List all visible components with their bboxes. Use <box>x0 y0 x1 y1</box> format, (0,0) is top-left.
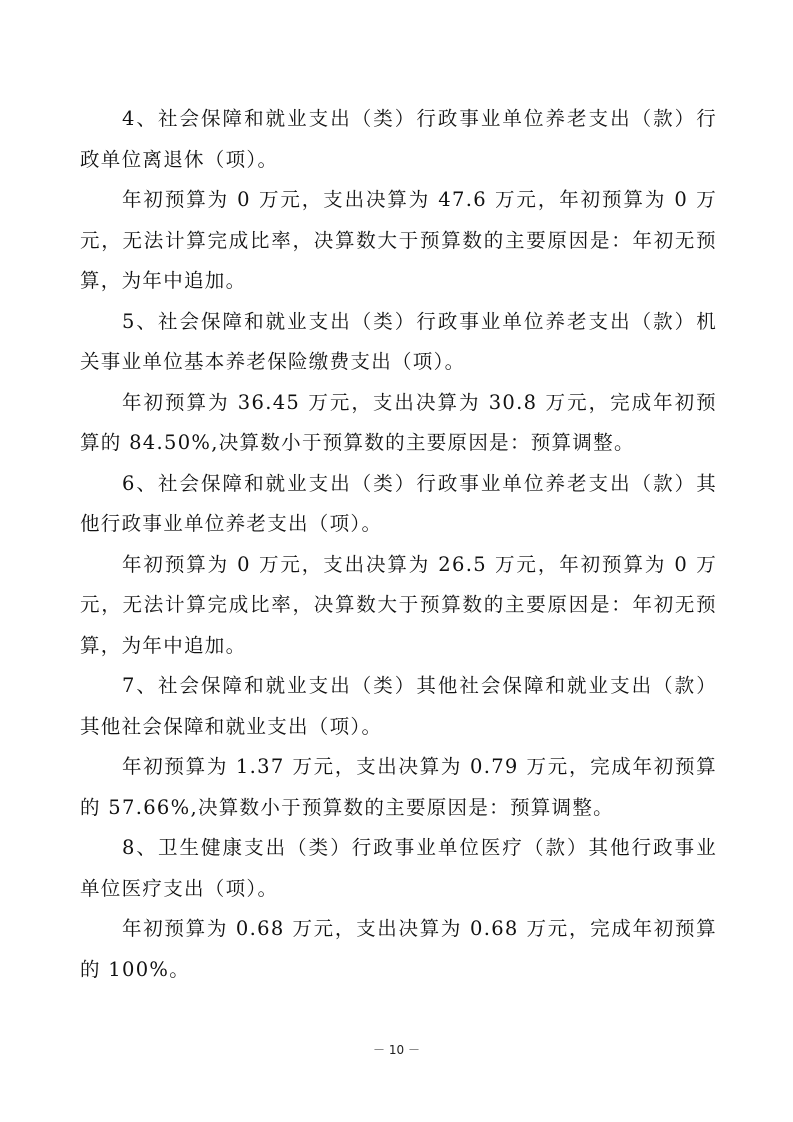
paragraph-item-6-detail: 年初预算为 0 万元，支出决算为 26.5 万元，年初预算为 0 万元，无法计算完成比率，决算数大于预算数的主要原因是：年初无预算，为年中追加。 <box>80 552 717 657</box>
paragraph-item-8-heading: 8、卫生健康支出（类）行政事业单位医疗（款）其他行政事业单位医疗支出（项）。 <box>80 836 717 900</box>
paragraph-item-8-detail: 年初预算为 0.68 万元，支出决算为 0.68 万元，完成年初预算的 100%。 <box>80 917 717 981</box>
paragraph-item-5-heading: 5、社会保障和就业支出（类）行政事业单位养老支出（款）机关事业单位基本养老保险缴费支出（项）。 <box>80 309 717 373</box>
paragraph-item-5-detail: 年初预算为 36.45 万元，支出决算为 30.8 万元，完成年初预算的 84.50%,决算数小于预算数的主要原因是：预算调整。 <box>80 390 717 454</box>
paragraph-item-7-heading: 7、社会保障和就业支出（类）其他社会保障和就业支出（款）其他社会保障和就业支出（项）。 <box>80 674 717 738</box>
paragraph-item-6-heading: 6、社会保障和就业支出（类）行政事业单位养老支出（款）其他行政事业单位养老支出（项）。 <box>80 471 717 535</box>
paragraph-item-4-detail: 年初预算为 0 万元，支出决算为 47.6 万元，年初预算为 0 万元，无法计算完成比率，决算数大于预算数的主要原因是：年初无预算，为年中追加。 <box>80 188 717 292</box>
paragraph-item-4-heading: 4、社会保障和就业支出（类）行政事业单位养老支出（款）行政单位离退休（项）。 <box>80 107 717 171</box>
document-body <box>80 99 717 990</box>
page-number: － 10 － <box>373 1043 420 1057</box>
paragraph-item-7-detail: 年初预算为 1.37 万元，支出决算为 0.79 万元，完成年初预算的 57.66%,决算数小于预算数的主要原因是：预算调整。 <box>80 755 717 819</box>
